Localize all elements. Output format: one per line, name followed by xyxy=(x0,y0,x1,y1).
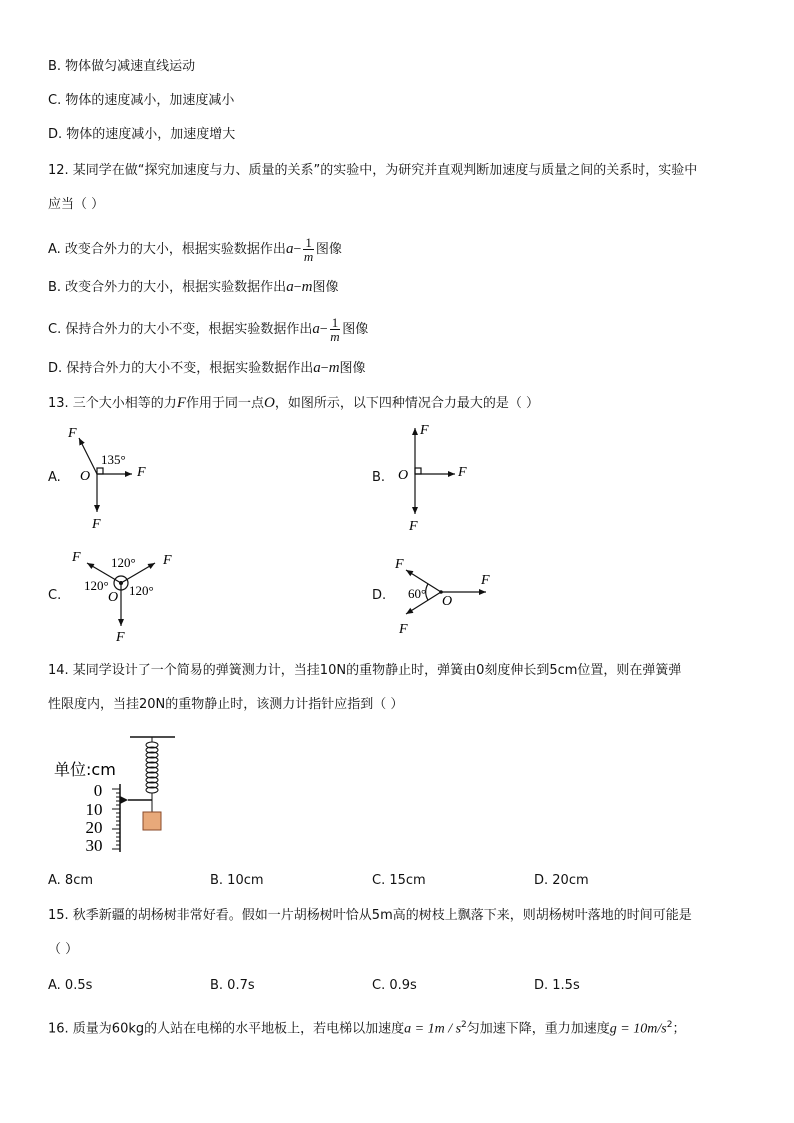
a-expression: a = 1m / s xyxy=(404,1021,462,1037)
q11-option-c: C. 物体的速度减小，加速度减小 xyxy=(48,93,235,108)
angle-label: 135° xyxy=(101,452,126,467)
q12-option-a xyxy=(48,236,342,263)
minus: − xyxy=(320,361,329,376)
force-label: F xyxy=(395,557,404,572)
q12-stem-line1: 12. 某同学在做“探究加速度与力、质量的关系”的实验中，为研究并直观判断加速度与质量之间的关系时，实验中 xyxy=(48,163,698,178)
suffix: 图像 xyxy=(312,280,339,295)
var-m: m xyxy=(301,279,313,295)
var-o: O xyxy=(264,395,275,411)
diagram-c xyxy=(87,563,155,626)
minus: − xyxy=(293,242,302,257)
q15-option-a: A. 0.5s xyxy=(48,978,93,993)
fraction-one-over-m: $\frac{1}{m}$ xyxy=(303,235,314,264)
force-label: F xyxy=(116,630,125,645)
unit-label: 单位:cm xyxy=(54,760,116,779)
angle-label: 120° xyxy=(111,555,136,570)
tick-label: 20 xyxy=(85,818,103,837)
point-o-label: O xyxy=(108,590,119,605)
force-label: F xyxy=(399,622,408,637)
q13-label-c: C. xyxy=(48,588,62,603)
minus: − xyxy=(293,280,302,295)
q14-option-c: C. 15cm xyxy=(372,873,426,888)
var-a: a xyxy=(312,321,320,337)
q13-label-d: D. xyxy=(372,588,387,603)
point-o-label: O xyxy=(442,594,453,609)
var-a: a xyxy=(286,279,294,295)
tick-label: 10 xyxy=(85,800,103,819)
q11-option-d: D. 物体的速度减小，加速度增大 xyxy=(48,127,236,142)
q13-label-a: A. xyxy=(48,470,61,485)
q14-option-a: A. 8cm xyxy=(48,873,94,888)
superscript: 2 xyxy=(461,1020,467,1030)
suffix: 图像 xyxy=(339,361,366,376)
var-a: a xyxy=(285,241,294,257)
diagram-a xyxy=(79,438,132,512)
force-label: F xyxy=(163,553,172,568)
q15-option-d: D. 1.5s xyxy=(534,978,580,993)
q12-option-d xyxy=(48,359,366,378)
q15-stem-line2: （ ） xyxy=(48,942,79,957)
q12-option-a-text: A. 改变合外力的大小，根据实验数据作出 xyxy=(48,242,286,257)
q14-option-b: B. 10cm xyxy=(210,873,264,888)
force-label: F xyxy=(72,550,81,565)
tick-label: 30 xyxy=(85,836,103,855)
superscript: 2 xyxy=(666,1020,673,1030)
q13-label-b: B. xyxy=(372,470,386,485)
q15-stem-line1: 15. 秋季新疆的胡杨树非常好看。假如一片胡杨树叶恰从5m高的树枝上飘落下来，则胡杨树叶落地的时间可能是 xyxy=(48,908,692,923)
force-label: F xyxy=(68,426,77,441)
force-label: F xyxy=(92,517,101,532)
force-label: F xyxy=(137,465,146,480)
suffix: 图像 xyxy=(342,322,369,337)
q14-option-d: D. 20cm xyxy=(534,873,589,888)
point-o-label: O xyxy=(398,468,409,483)
q15-option-c: C. 0.9s xyxy=(372,978,417,993)
force-label: F xyxy=(409,519,418,534)
q11-option-b: B. 物体做匀减速直线运动 xyxy=(48,59,196,74)
point-o-label: O xyxy=(80,469,91,484)
var-a: a xyxy=(313,360,321,376)
force-label: F xyxy=(481,573,490,588)
q16-stem: 16. 质量为60kg的人站在电梯的水平地板上，若电梯以加速度$a = 1m / s^2$匀加速下降，重力加速度$g = 10m/s^2$； xyxy=(48,1020,686,1037)
q12-option-d-text: D. 保持合外力的大小不变，根据实验数据作出 xyxy=(48,361,314,376)
g-expression: g = 10m/s xyxy=(609,1021,667,1037)
q14-stem-line1: 14. 某同学设计了一个简易的弹簧测力计，当挂10N的重物静止时，弹簧由0刻度伸长到5cm位置，则在弹簧弹 xyxy=(48,663,682,678)
diagram-b xyxy=(415,428,455,514)
fraction-one-over-m: $\frac{1}{m}$ xyxy=(330,315,340,344)
force-label: F xyxy=(420,423,429,438)
angle-label: 120° xyxy=(84,578,109,593)
q12-option-b xyxy=(48,278,338,297)
q12-stem-line2: 应当（ ） xyxy=(48,197,105,212)
angle-label: 60° xyxy=(408,586,427,601)
diagram-d xyxy=(406,570,486,614)
tick-label: 0 xyxy=(93,781,103,800)
spring-scale-diagram xyxy=(48,730,248,870)
force-label: F xyxy=(458,465,467,480)
q12-option-c xyxy=(48,316,368,343)
minus: − xyxy=(319,322,328,337)
q13-stem: 13. 三个大小相等的力F作用于同一点O，如图所示，以下四种情况合力最大的是（ ） xyxy=(48,395,539,411)
weight-block xyxy=(143,812,161,830)
q12-option-b-text: B. 改变合外力的大小，根据实验数据作出 xyxy=(48,280,287,295)
var-f: F xyxy=(176,395,186,411)
angle-label: 120° xyxy=(129,583,154,598)
suffix: 图像 xyxy=(315,242,342,257)
q12-option-c-text: C. 保持合外力的大小不变，根据实验数据作出 xyxy=(48,322,313,337)
var-m: m xyxy=(328,360,340,376)
q15-option-b: B. 0.7s xyxy=(210,978,255,993)
q14-stem-line2: 性限度内，当挂20N的重物静止时，该测力计指针应指到（ ） xyxy=(48,697,404,712)
